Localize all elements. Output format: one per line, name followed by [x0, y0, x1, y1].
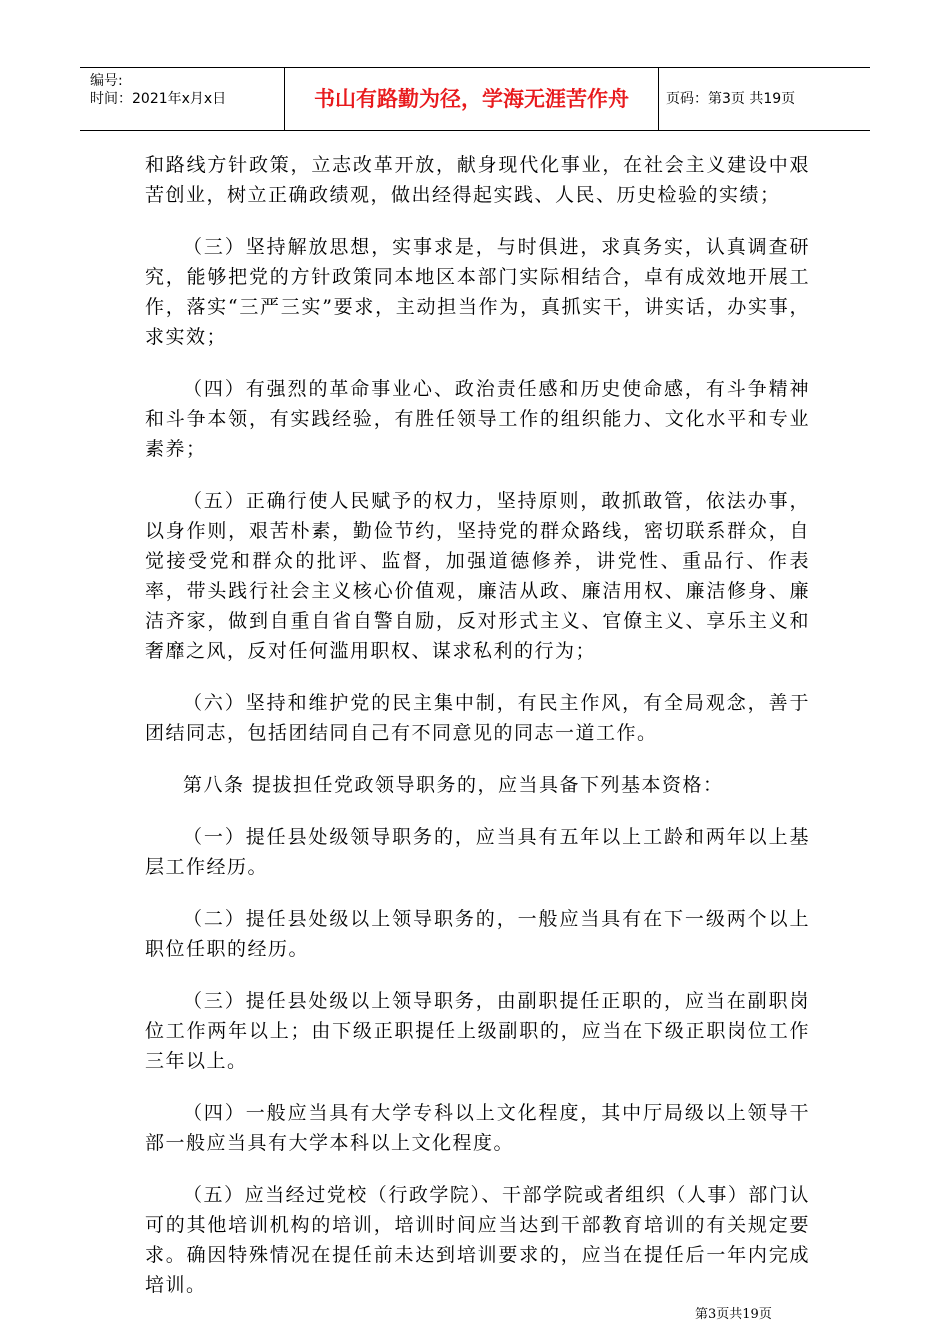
- article-8-item-4: （四）一般应当具有大学专科以上文化程度，其中厅局级以上领导干部一般应当具有大学本科以上文化程度。: [145, 1102, 810, 1154]
- paragraph-item-6: （六）坚持和维护党的民主集中制，有民主作风，有全局观念，善于团结同志，包括团结同自己有不同意见的同志一道工作。: [145, 692, 810, 744]
- document-number-label: 编号:: [90, 73, 123, 89]
- page-header: [80, 67, 870, 131]
- paragraph-item-5: （五）正确行使人民赋予的权力，坚持原则，敢抓敢管，依法办事，以身作则，艰苦朴素，勤俭节约，坚持党的群众路线，密切联系群众，自觉接受党和群众的批评、监督，加强道德修养，讲党性、重品行、作表率，带头践行社会主义核心价值观，廉洁从政、廉洁用权、廉洁修身、廉洁齐家，做到自重自省自警自励，反对形式主义、官僚主义、享乐主义和奢靡之风，反对任何滥用职权、谋求私利的行为；: [145, 490, 810, 662]
- article-8-item-5: （五）应当经过党校（行政学院）、干部学院或者组织（人事）部门认可的其他培训机构的培训，培训时间应当达到干部教育培训的有关规定要求。确因特殊情况在提任前未达到培训要求的，应当在提任后一年内完成培训。: [145, 1184, 810, 1296]
- article-8-item-3: （三）提任县处级以上领导职务，由副职提任正职的，应当在副职岗位工作两年以上；由下级正职提任上级副职的，应当在下级正职岗位工作三年以上。: [145, 990, 810, 1072]
- header-motto: 书山有路勤为径，学海无涯苦作舟: [284, 68, 659, 130]
- article-8-item-1: （一）提任县处级领导职务的，应当具有五年以上工龄和两年以上基层工作经历。: [145, 826, 810, 878]
- header-page-number: 页码：第3页 共19页: [666, 91, 796, 107]
- paragraph-continuation: 和路线方针政策，立志改革开放，献身现代化事业，在社会主义建设中艰苦创业，树立正确政绩观，做出经得起实践、人民、历史检验的实绩；: [145, 154, 810, 206]
- document-time-label: 时间：2021年x月x日: [90, 91, 227, 107]
- page-footer: 第3页共19页: [695, 1307, 772, 1322]
- article-8-item-2: （二）提任县处级以上领导职务的，一般应当具有在下一级两个以上职位任职的经历。: [145, 908, 810, 960]
- document-body: [145, 150, 810, 1300]
- header-meta: [80, 68, 284, 130]
- paragraph-item-4: （四）有强烈的革命事业心、政治责任感和历史使命感，有斗争精神和斗争本领，有实践经验，有胜任领导工作的组织能力、文化水平和专业素养；: [145, 378, 810, 460]
- article-8-heading: 第八条 提拔担任党政领导职务的，应当具备下列基本资格：: [183, 774, 724, 796]
- paragraph-item-3: （三）坚持解放思想，实事求是，与时俱进，求真务实，认真调查研究，能够把党的方针政策同本地区本部门实际相结合，卓有成效地开展工作，落实“三严三实”要求，主动担当作为，真抓实干，讲实话，办实事，求实效；: [145, 236, 810, 348]
